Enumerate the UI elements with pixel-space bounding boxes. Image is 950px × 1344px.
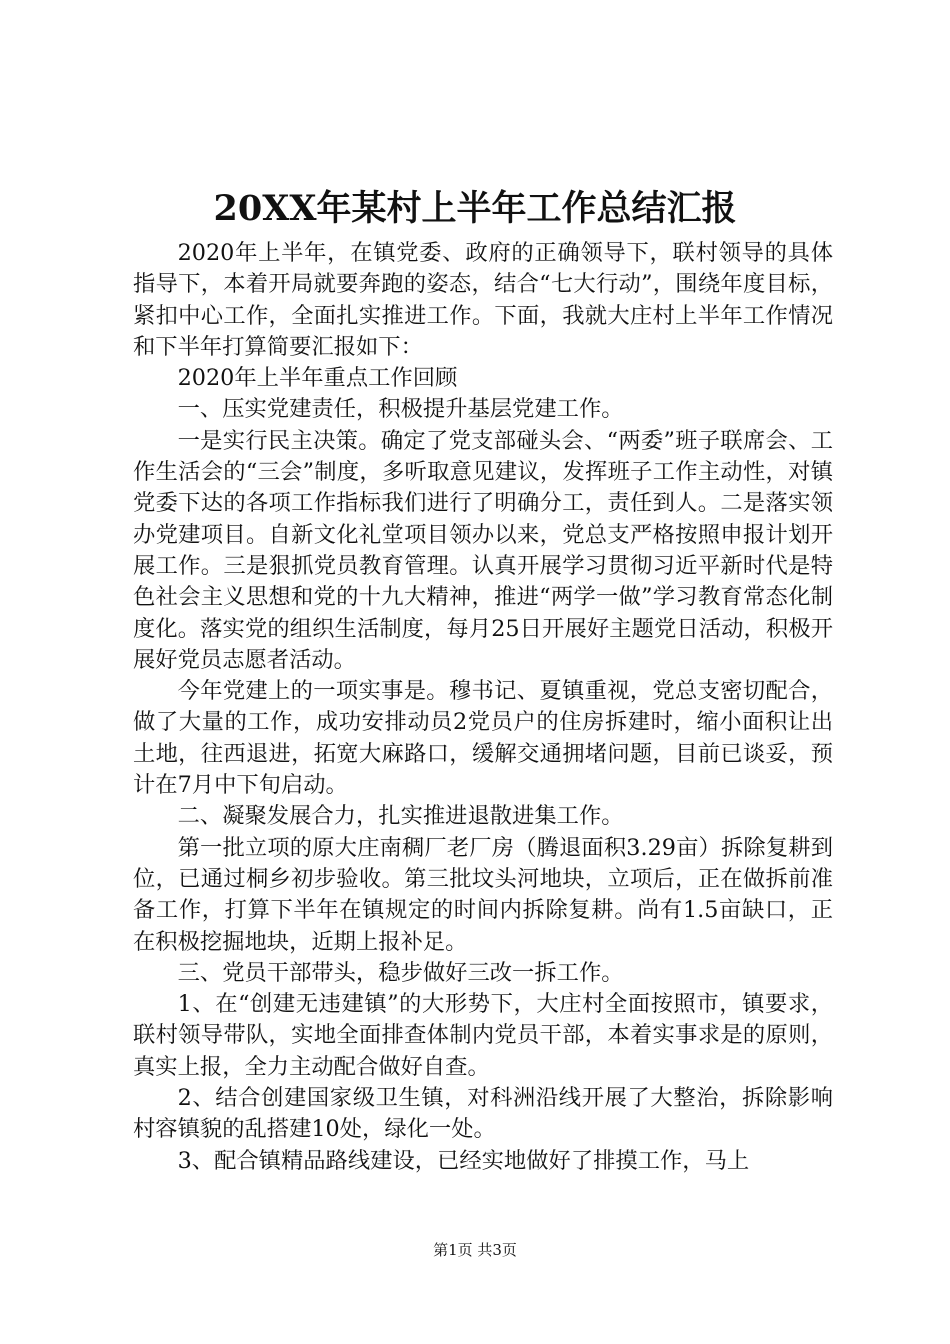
- paragraph-party-building: 一是实行民主决策。确定了党支部碰头会、“两委”班子联席会、工作生活会的“三会”制度，多听取意见建议，发挥班子工作主动性，对镇党委下达的各项工作指标我们进行了明确分工，责任到人。二是落实领办党建项目。自新文化礼堂项目领办以来，党总支严格按照申报计划开展工作。三是狠抓党员教育管理。认真开展学习贯彻习近平新时代是特色社会主义思想和党的十九大精神，推进“两学一做”学习教育常态化制度化。落实党的组织生活制度，每月25日开展好主题党日活动，积极开展好党员志愿者活动。: [133, 427, 833, 673]
- paragraph-land-reclamation: 第一批立项的原大庄南稠厂老厂房（腾退面积3.29亩）拆除复耕到位，已通过桐乡初步验收。第三批坟头河地块，立项后，正在做拆前准备工作，打算下半年在镇规定的时间内拆除复耕。尚有1.5亩缺口，正在积极挖掘地块，近期上报补足。: [133, 834, 833, 955]
- page-number: 第1页 共3页: [433, 1241, 517, 1259]
- paragraph-item-2: 2、结合创建国家级卫生镇，对科洲沿线开展了大整治，拆除影响村容镇貌的乱搭建10处，绿化一处。: [133, 1085, 833, 1143]
- paragraph-section-heading: 2020年上半年重点工作回顾: [177, 365, 458, 392]
- paragraph-heading-3: 三、党员干部带头，稳步做好三改一拆工作。: [177, 959, 624, 986]
- document-body: [133, 238, 833, 1177]
- paragraph-item-1: 1、在“创建无违建镇”的大形势下，大庄村全面按照市，镇要求，联村领导带队，实地全面排查体制内党员干部，本着实事求是的原则，真实上报，全力主动配合做好自查。: [133, 991, 833, 1080]
- document-title: 20XX年某村上半年工作总结汇报: [213, 188, 737, 229]
- paragraph-practical-matter: 今年党建上的一项实事是。穆书记、夏镇重视，党总支密切配合，做了大量的工作，成功安排动员2党员户的住房拆建时，缩小面积让出土地，往西退进，拓宽大麻路口，缓解交通拥堵问题，目前已谈妥，预计在7月中下旬启动。: [133, 678, 833, 799]
- paragraph-intro: 2020年上半年，在镇党委、政府的正确领导下，联村领导的具体指导下，本着开局就要奔跑的姿态，结合“七大行动”，围绕年度目标，紧扣中心工作，全面扎实推进工作。下面，我就大庄村上半年工作情况和下半年打算简要汇报如下：: [133, 240, 833, 360]
- paragraph-heading-2: 二、凝聚发展合力，扎实推进退散进集工作。: [177, 803, 624, 830]
- paragraph-heading-1: 一、压实党建责任，积极提升基层党建工作。: [177, 396, 624, 423]
- paragraph-item-3: 3、配合镇精品路线建设，已经实地做好了排摸工作，马上: [177, 1147, 750, 1174]
